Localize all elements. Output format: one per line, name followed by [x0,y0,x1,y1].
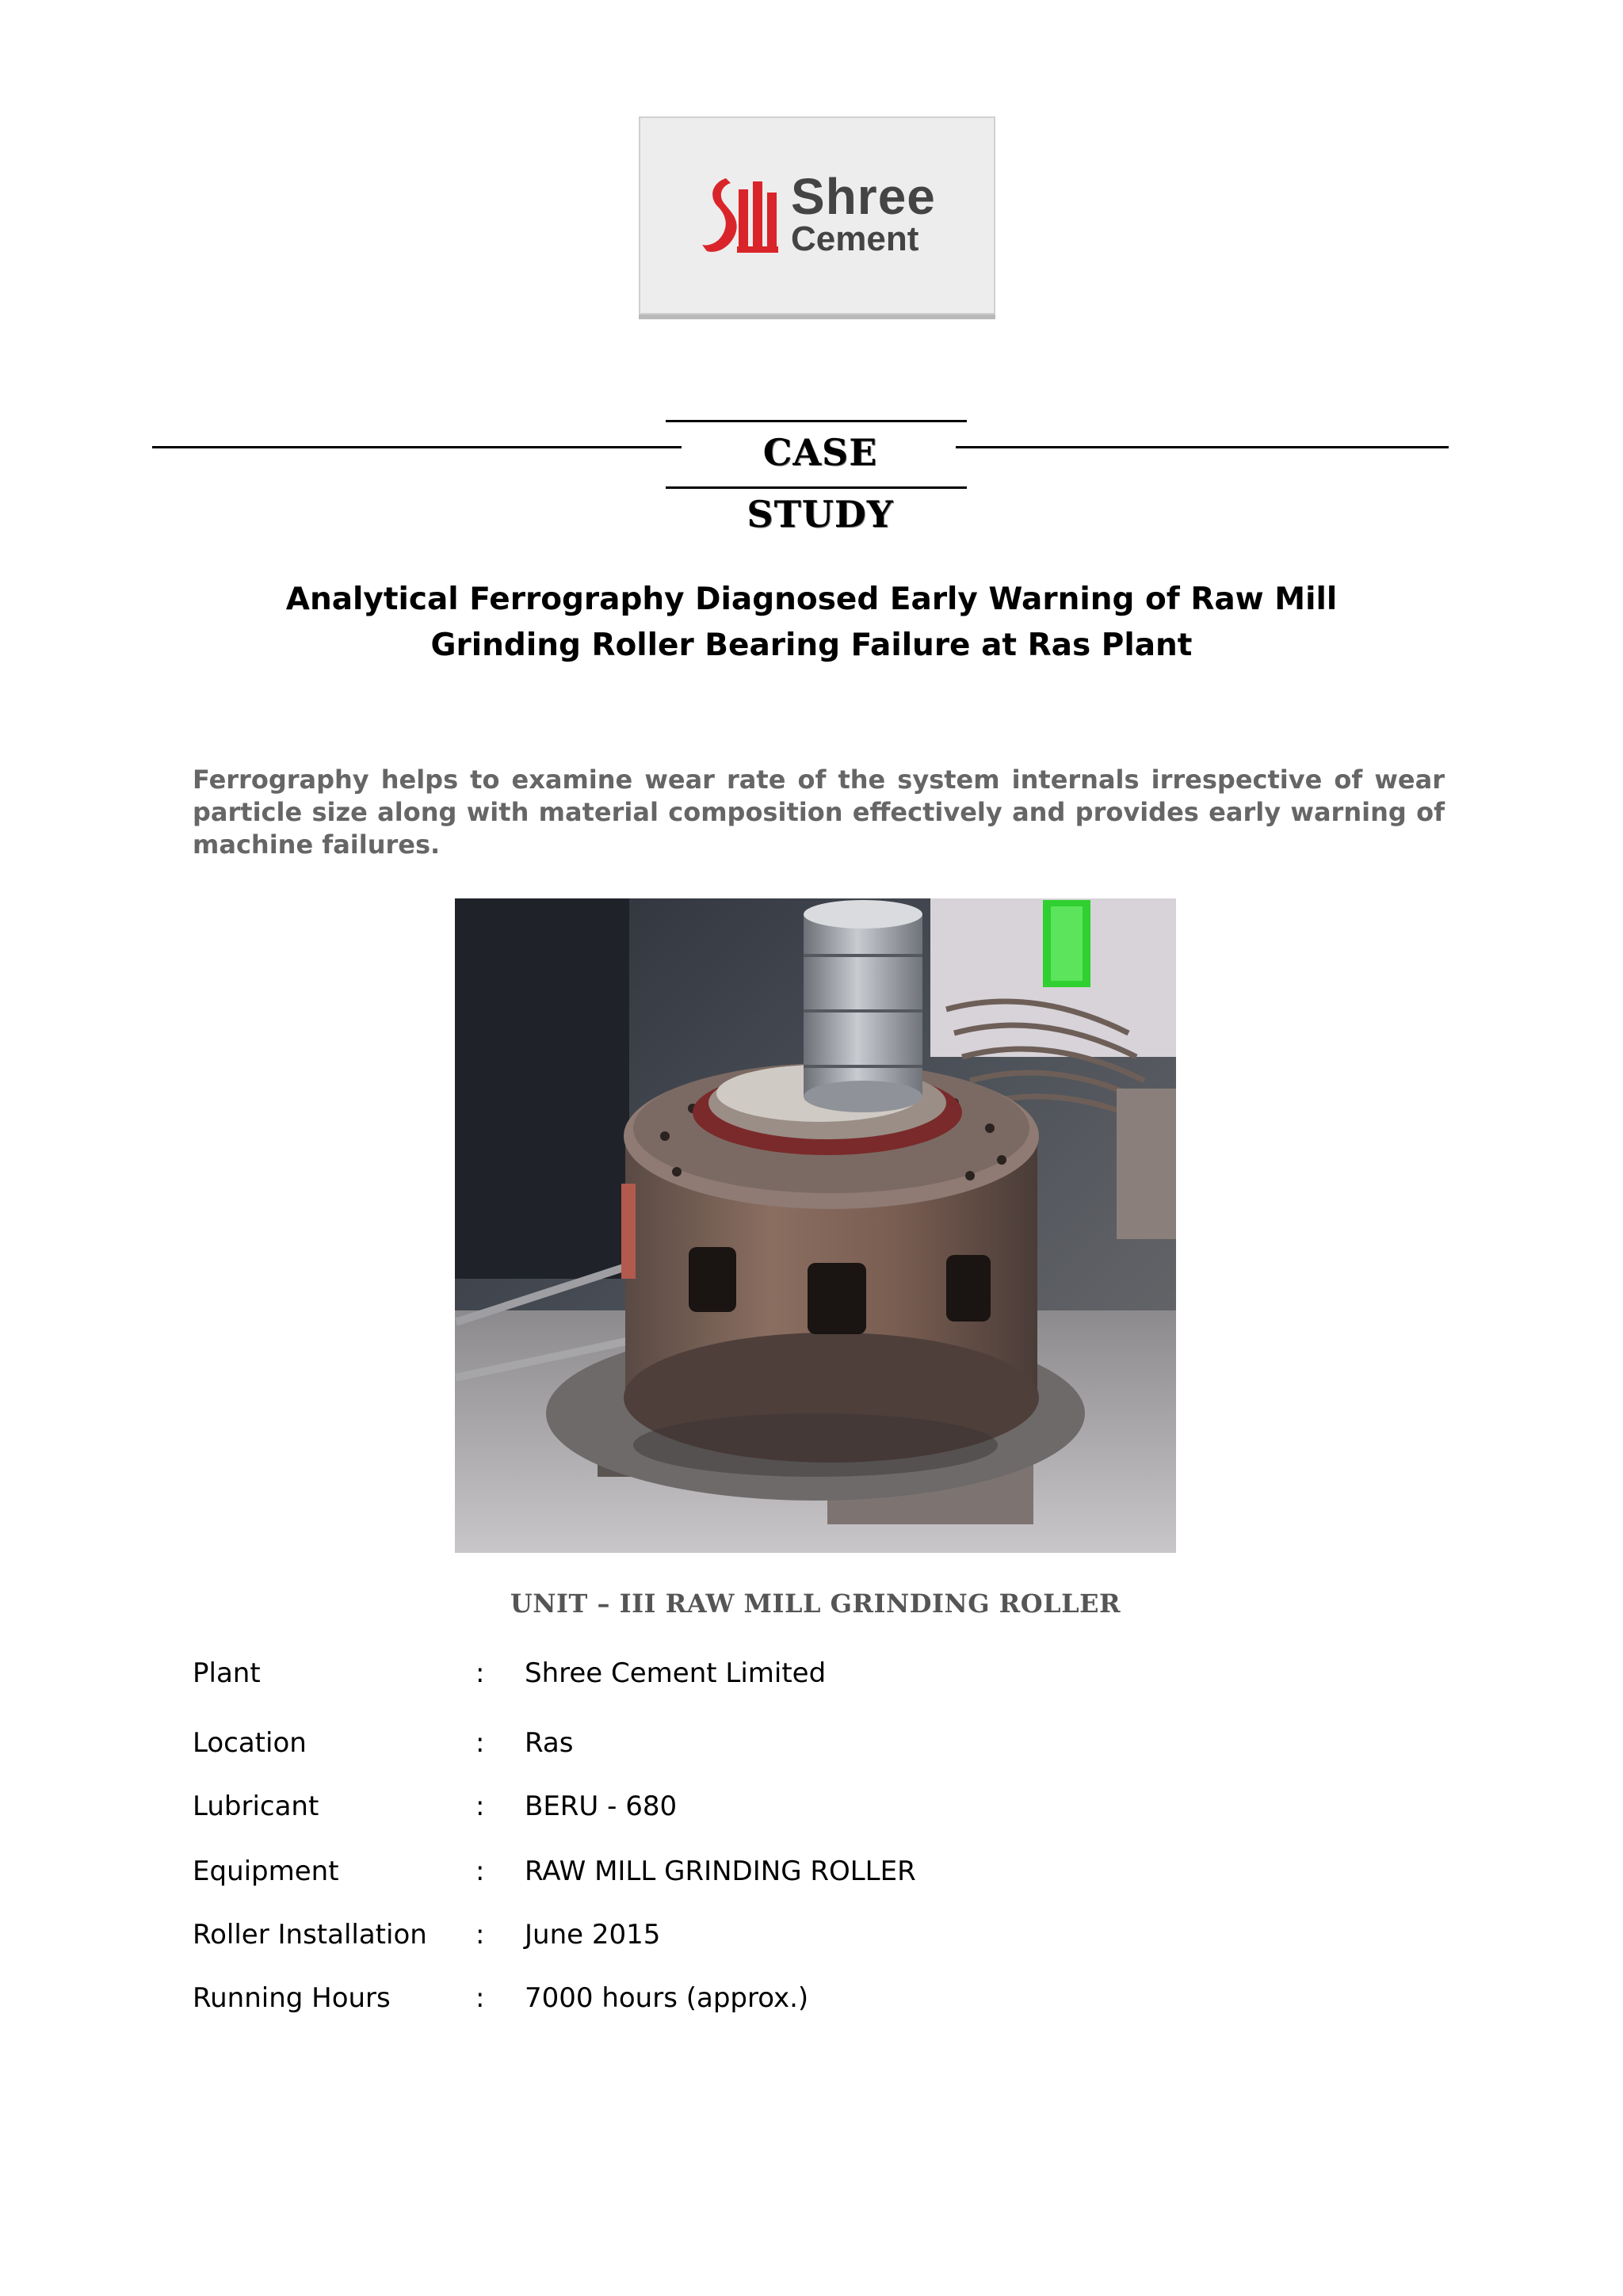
detail-colon: : [475,1657,485,1689]
detail-value: June 2015 [525,1919,661,1951]
title-line-1: Analytical Ferrography Diagnosed Early Warning of Raw Mill [285,582,1338,617]
detail-label: Lubricant [193,1791,319,1822]
detail-value: 7000 hours (approx.) [525,1982,809,2014]
detail-colon: : [475,1727,485,1759]
logo-brand-line2: Cement [791,219,919,258]
grinding-roller-illustration [455,898,1176,1553]
grinding-roller-photo [455,898,1176,1553]
banner-rule-left [152,446,682,448]
detail-label: Plant [193,1657,261,1689]
photo-caption: UNIT – III RAW MILL GRINDING ROLLER [510,1589,1121,1619]
detail-value: Shree Cement Limited [525,1657,827,1689]
detail-value: RAW MILL GRINDING ROLLER [525,1855,916,1887]
logo-brand-line1: Shree [791,168,936,225]
detail-colon: : [475,1982,485,2014]
detail-label: Location [193,1727,307,1759]
detail-value: Ras [525,1727,574,1759]
intro-paragraph: Ferrography helps to examine wear rate of the system internals irrespective of wear particle size along with material composition effectively and provides early warning of machine failures. [193,765,1445,860]
detail-colon: : [475,1919,485,1951]
case-study-heading: CASE STUDY [747,431,894,536]
detail-label: Running Hours [193,1982,391,2014]
document-title [158,577,1465,669]
detail-label: Roller Installation [193,1919,427,1951]
detail-value: BERU - 680 [525,1791,678,1822]
banner-rule-right [956,446,1449,448]
detail-colon: : [475,1791,485,1822]
shree-logo-mark-icon [694,169,788,262]
company-logo [639,116,995,315]
title-line-2: Grinding Roller Bearing Failure at Ras Plant [430,627,1193,663]
detail-colon: : [475,1855,485,1887]
detail-label: Equipment [193,1855,339,1887]
